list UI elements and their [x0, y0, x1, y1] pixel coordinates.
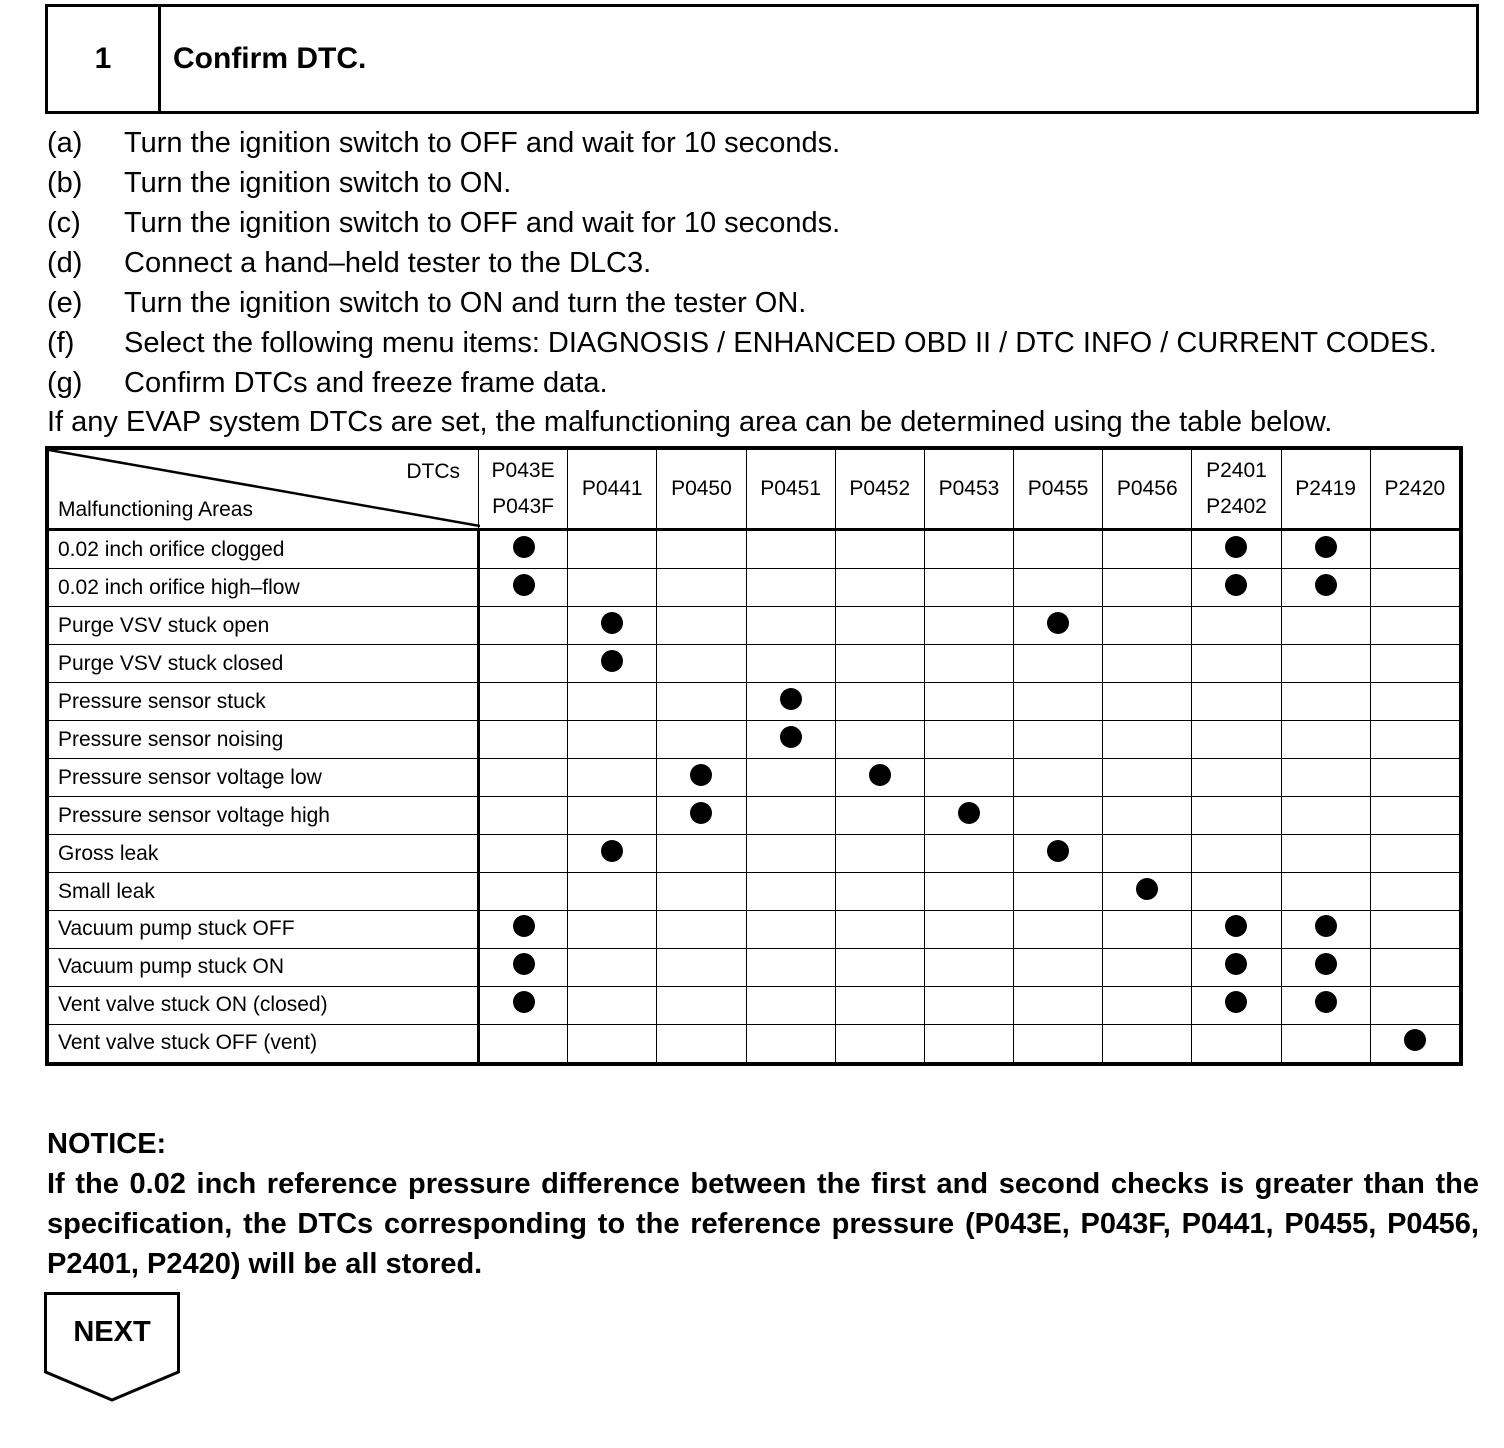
table-row: [49, 530, 1460, 569]
step-title: Confirm DTC.: [173, 42, 367, 75]
table-cell: [1281, 948, 1370, 986]
dtc-code: P0452: [849, 477, 911, 500]
table-cell: [1281, 1024, 1370, 1062]
table-cell: [568, 530, 657, 569]
table-cell: [835, 569, 924, 607]
table-cell: [1281, 759, 1370, 797]
step-text: Turn the ignition switch to OFF and wait for 10 seconds.: [124, 126, 841, 159]
table-cell: [1103, 721, 1192, 759]
table-cell: [568, 607, 657, 645]
table-cell: [1370, 1024, 1459, 1062]
table-cell: [657, 873, 746, 911]
dtc-code: P2401: [1206, 459, 1267, 482]
filled-dot-icon: [780, 688, 802, 710]
table-cell: [657, 530, 746, 569]
filled-dot-icon: [513, 915, 535, 937]
table-cell: [1281, 645, 1370, 683]
table-row: [49, 835, 1460, 873]
step-text: Turn the ignition switch to ON.: [124, 166, 512, 199]
table-cell: [1103, 530, 1192, 569]
table-cell: [1370, 911, 1459, 949]
dtc-column-header: [924, 450, 1013, 530]
table-cell: [657, 835, 746, 873]
filled-dot-icon: [1315, 574, 1337, 596]
table-cell: [746, 530, 835, 569]
malfunction-area: Purge VSV stuck open: [49, 607, 479, 645]
step-letter: (a): [47, 126, 83, 159]
step-number: 1: [48, 7, 161, 111]
dtc-column-header: [746, 450, 835, 530]
filled-dot-icon: [1225, 574, 1247, 596]
table-cell: [479, 1024, 568, 1062]
filled-dot-icon: [513, 991, 535, 1013]
table-cell: [1014, 607, 1103, 645]
malfunction-area: Pressure sensor noising: [49, 721, 479, 759]
table-row: [49, 797, 1460, 835]
dtc-table: [45, 446, 1463, 1066]
step-text: Turn the ignition switch to ON and turn the tester ON.: [124, 286, 807, 319]
malfunction-area: Purge VSV stuck closed: [49, 645, 479, 683]
table-cell: [1192, 797, 1281, 835]
table-cell: [568, 835, 657, 873]
table-cell: [1281, 835, 1370, 873]
table-cell: [1281, 569, 1370, 607]
next-button-label: NEXT: [73, 1316, 151, 1348]
table-cell: [1370, 607, 1459, 645]
step-text: Turn the ignition switch to OFF and wait for 10 seconds.: [124, 206, 841, 239]
table-cell: [746, 1024, 835, 1062]
table-cell: [1192, 607, 1281, 645]
table-cell: [1370, 683, 1459, 721]
dtc-code: P2402: [1206, 495, 1267, 518]
dtc-code: P0451: [760, 477, 821, 500]
dtc-code: P2420: [1384, 477, 1446, 500]
table-cell: [568, 721, 657, 759]
dtc-column-header: [657, 450, 746, 530]
table-cell: [746, 835, 835, 873]
filled-dot-icon: [1225, 991, 1247, 1013]
malfunction-area: 0.02 inch orifice clogged: [49, 530, 479, 569]
table-row: [49, 873, 1460, 911]
table-cell: [1103, 911, 1192, 949]
table-cell: [1192, 683, 1281, 721]
table-row: [49, 721, 1460, 759]
step-letter: (e): [47, 286, 83, 319]
table-cell: [746, 645, 835, 683]
filled-dot-icon: [1315, 991, 1337, 1013]
table-cell: [835, 530, 924, 569]
table-cell: [746, 911, 835, 949]
dtc-code: P043F: [492, 495, 555, 518]
filled-dot-icon: [780, 726, 802, 748]
table-cell: [568, 569, 657, 607]
table-cell: [1103, 645, 1192, 683]
table-cell: [657, 645, 746, 683]
table-cell: [479, 645, 568, 683]
table-cell: [835, 835, 924, 873]
table-cell: [835, 986, 924, 1024]
table-cell: [746, 569, 835, 607]
table-cell: [835, 797, 924, 835]
procedure-step: [47, 323, 1487, 363]
table-cell: [479, 986, 568, 1024]
table-cell: [835, 607, 924, 645]
table-cell: [924, 797, 1013, 835]
filled-dot-icon: [1404, 1029, 1426, 1051]
table-cell: [924, 873, 1013, 911]
table-cell: [657, 911, 746, 949]
table-cell: [1281, 607, 1370, 645]
table-cell: [924, 911, 1013, 949]
table-cell: [924, 607, 1013, 645]
table-corner: [49, 450, 479, 530]
table-cell: [1014, 530, 1103, 569]
filled-dot-icon: [513, 574, 535, 596]
notice-body: If the 0.02 inch reference pressure difference between the first and second checks is greater than the specification, the DTCs corresponding to the reference pressure (P043E, P043F, P0441, P0455, P0456, P2401, P2420) will be all stored.: [47, 1168, 1479, 1280]
table-cell: [1192, 835, 1281, 873]
table-cell: [657, 683, 746, 721]
table-cell: [479, 569, 568, 607]
procedure-step: [47, 363, 1487, 403]
procedure-step: [47, 203, 1487, 243]
table-row: [49, 607, 1460, 645]
table-cell: [657, 721, 746, 759]
dtc-code: P0455: [1027, 477, 1089, 500]
table-cell: [1281, 797, 1370, 835]
table-cell: [746, 986, 835, 1024]
table-row: [49, 759, 1460, 797]
table-row: [49, 645, 1460, 683]
table-row: [49, 911, 1460, 949]
table-cell: [1103, 759, 1192, 797]
table-cell: [1103, 683, 1192, 721]
filled-dot-icon: [1315, 953, 1337, 975]
table-cell: [1281, 986, 1370, 1024]
table-cell: [1014, 569, 1103, 607]
table-cell: [568, 911, 657, 949]
dtc-column-header: [1014, 450, 1103, 530]
table-cell: [746, 607, 835, 645]
malfunction-area: Vent valve stuck ON (closed): [49, 986, 479, 1024]
table-cell: [1281, 911, 1370, 949]
filled-dot-icon: [1047, 840, 1069, 862]
filled-dot-icon: [869, 764, 891, 786]
filled-dot-icon: [958, 802, 980, 824]
table-cell: [657, 797, 746, 835]
table-cell: [1192, 721, 1281, 759]
table-cell: [479, 835, 568, 873]
step-letter: (c): [47, 206, 81, 239]
malfunction-area: Vacuum pump stuck ON: [49, 948, 479, 986]
filled-dot-icon: [601, 612, 623, 634]
step-letter: (d): [47, 246, 83, 279]
table-cell: [924, 721, 1013, 759]
table-cell: [924, 759, 1013, 797]
dtc-code: P043E: [491, 459, 555, 482]
table-row: [49, 948, 1460, 986]
table-cell: [1103, 986, 1192, 1024]
step-letter: (f): [47, 326, 75, 359]
dtc-column-header: [1103, 450, 1192, 530]
table-cell: [1192, 530, 1281, 569]
table-cell: [568, 873, 657, 911]
filled-dot-icon: [690, 802, 712, 824]
table-cell: [835, 759, 924, 797]
table-cell: [657, 1024, 746, 1062]
table-cell: [1281, 721, 1370, 759]
table-cell: [1103, 607, 1192, 645]
table-cell: [746, 873, 835, 911]
table-cell: [924, 835, 1013, 873]
procedure-step: [47, 123, 1487, 163]
table-row: [49, 569, 1460, 607]
table-cell: [1014, 1024, 1103, 1062]
filled-dot-icon: [1315, 915, 1337, 937]
table-cell: [657, 948, 746, 986]
table-cell: [1103, 569, 1192, 607]
step-letter: (b): [47, 166, 83, 199]
table-cell: [1103, 873, 1192, 911]
table-cell: [1192, 873, 1281, 911]
table-cell: [1370, 873, 1459, 911]
filled-dot-icon: [601, 840, 623, 862]
table-cell: [1192, 759, 1281, 797]
table-cell: [1103, 948, 1192, 986]
table-cell: [1014, 759, 1103, 797]
table-cell: [835, 645, 924, 683]
table-cell: [1103, 835, 1192, 873]
table-cell: [1014, 721, 1103, 759]
table-cell: [1370, 721, 1459, 759]
dtc-column-header: [1370, 450, 1459, 530]
notice-title: NOTICE:: [47, 1128, 167, 1160]
table-cell: [1370, 948, 1459, 986]
malfunction-area: 0.02 inch orifice high–flow: [49, 569, 479, 607]
dtc-column-header: [1281, 450, 1370, 530]
procedure-step: [47, 243, 1487, 283]
table-cell: [1014, 683, 1103, 721]
table-cell: [1370, 530, 1459, 569]
table-cell: [835, 683, 924, 721]
procedure-step: [47, 163, 1487, 203]
table-cell: [746, 759, 835, 797]
dtc-column-header: [568, 450, 657, 530]
table-cell: [479, 759, 568, 797]
table-cell: [568, 1024, 657, 1062]
table-cell: [924, 569, 1013, 607]
table-cell: [924, 1024, 1013, 1062]
table-cell: [1192, 569, 1281, 607]
procedure-steps: [47, 123, 1487, 403]
table-row: [49, 1024, 1460, 1062]
malfunction-area: Vacuum pump stuck OFF: [49, 911, 479, 949]
table-cell: [1192, 1024, 1281, 1062]
step-text: Confirm DTCs and freeze frame data.: [124, 366, 608, 399]
table-cell: [1192, 911, 1281, 949]
table-cell: [835, 948, 924, 986]
table-cell: [479, 948, 568, 986]
malfunction-area: Gross leak: [49, 835, 479, 873]
step-text: Select the following menu items: DIAGNOSIS / ENHANCED OBD II / DTC INFO / CURRENT CODES.: [124, 326, 1437, 359]
table-row: [49, 683, 1460, 721]
table-cell: [479, 873, 568, 911]
filled-dot-icon: [601, 650, 623, 672]
procedure-step: [47, 283, 1487, 323]
filled-dot-icon: [1047, 612, 1069, 634]
table-cell: [479, 530, 568, 569]
table-cell: [657, 759, 746, 797]
table-cell: [479, 721, 568, 759]
step-letter: (g): [47, 366, 83, 399]
table-cell: [1014, 797, 1103, 835]
table-cell: [1281, 530, 1370, 569]
table-cell: [1014, 986, 1103, 1024]
table-cell: [568, 986, 657, 1024]
table-cell: [1192, 948, 1281, 986]
table-cell: [1014, 835, 1103, 873]
table-cell: [479, 797, 568, 835]
dtc-code: P2419: [1295, 477, 1356, 500]
filled-dot-icon: [690, 764, 712, 786]
filled-dot-icon: [1225, 953, 1247, 975]
table-cell: [1281, 683, 1370, 721]
table-cell: [746, 721, 835, 759]
dtc-code: P0441: [581, 477, 643, 500]
table-cell: [835, 721, 924, 759]
table-cell: [924, 986, 1013, 1024]
filled-dot-icon: [513, 953, 535, 975]
table-cell: [1370, 986, 1459, 1024]
table-cell: [924, 645, 1013, 683]
table-cell: [657, 569, 746, 607]
table-cell: [568, 797, 657, 835]
table-cell: [657, 986, 746, 1024]
malfunctioning-areas-header-label: Malfunctioning Areas: [58, 498, 253, 521]
dtc-column-header: [1192, 450, 1281, 530]
table-cell: [1192, 645, 1281, 683]
malfunction-area: Pressure sensor voltage low: [49, 759, 479, 797]
table-cell: [568, 948, 657, 986]
table-cell: [835, 873, 924, 911]
table-row: [49, 986, 1460, 1024]
table-cell: [568, 759, 657, 797]
table-cell: [479, 683, 568, 721]
table-cell: [1014, 948, 1103, 986]
table-cell: [1370, 759, 1459, 797]
table-cell: [924, 948, 1013, 986]
dtc-column-header: [479, 450, 568, 530]
dtc-code: P0456: [1116, 477, 1178, 500]
table-cell: [1370, 645, 1459, 683]
filled-dot-icon: [513, 536, 535, 558]
dtc-code: P0450: [671, 477, 732, 500]
table-cell: [746, 683, 835, 721]
table-cell: [1014, 911, 1103, 949]
table-cell: [746, 948, 835, 986]
malfunction-area: Pressure sensor voltage high: [49, 797, 479, 835]
table-cell: [1014, 873, 1103, 911]
dtcs-header-label: DTCs: [406, 460, 460, 483]
notice: [47, 1124, 1479, 1284]
dtc-code: P0453: [938, 477, 1000, 500]
filled-dot-icon: [1315, 536, 1337, 558]
table-cell: [1370, 569, 1459, 607]
malfunction-area: Small leak: [49, 873, 479, 911]
table-cell: [1281, 873, 1370, 911]
table-cell: [835, 1024, 924, 1062]
filled-dot-icon: [1136, 878, 1158, 900]
table-cell: [1014, 645, 1103, 683]
table-cell: [746, 797, 835, 835]
table-cell: [1370, 835, 1459, 873]
malfunction-area: Pressure sensor stuck: [49, 683, 479, 721]
next-button[interactable]: [44, 1292, 184, 1404]
table-cell: [479, 607, 568, 645]
table-cell: [835, 911, 924, 949]
table-cell: [1192, 986, 1281, 1024]
table-intro: If any EVAP system DTCs are set, the malfunctioning area can be determined using the table below.: [47, 406, 1333, 438]
table-cell: [1103, 797, 1192, 835]
table-cell: [1370, 797, 1459, 835]
filled-dot-icon: [1225, 915, 1247, 937]
table-cell: [568, 645, 657, 683]
malfunction-area: Vent valve stuck OFF (vent): [49, 1024, 479, 1062]
step-text: Connect a hand–held tester to the DLC3.: [124, 246, 652, 279]
table-cell: [657, 607, 746, 645]
table-cell: [924, 530, 1013, 569]
table-cell: [568, 683, 657, 721]
table-cell: [479, 911, 568, 949]
dtc-column-header: [835, 450, 924, 530]
filled-dot-icon: [1225, 536, 1247, 558]
step-header: [45, 4, 1479, 114]
table-cell: [1103, 1024, 1192, 1062]
table-cell: [924, 683, 1013, 721]
